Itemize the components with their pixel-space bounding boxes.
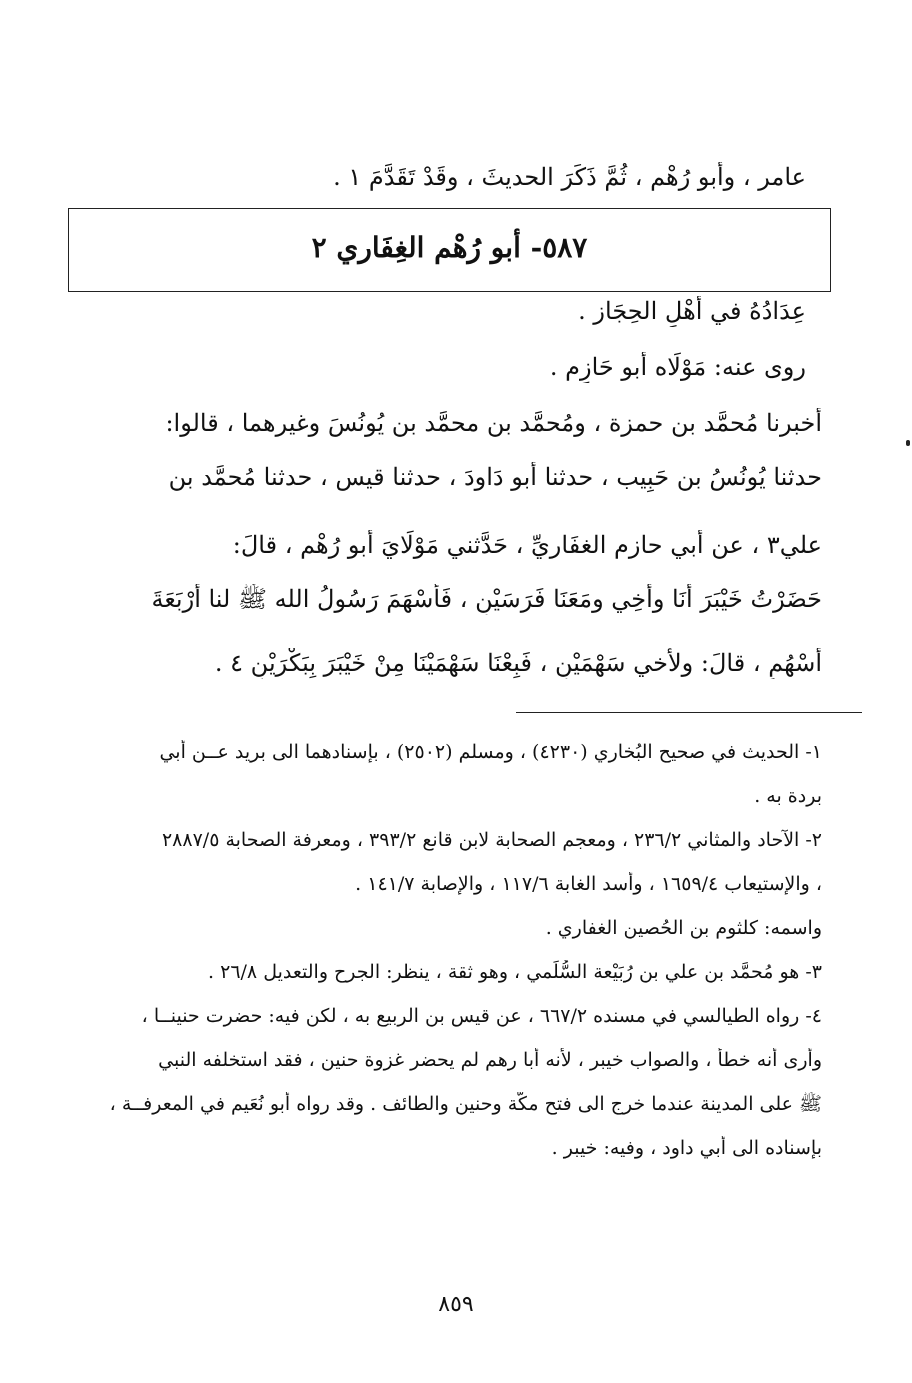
- body-line: أخبرنا مُحمَّد بن حمزة ، ومُحمَّد بن محمَّد بن يُونُسَ وغيرهما ، قالوا:: [165, 409, 822, 437]
- scan-mark: [906, 440, 910, 446]
- header-line: عامر ، وأبو رُهْم ، ثُمَّ ذَكَرَ الحديثَ ، وقَدْ تَقَدَّمَ ١ .: [333, 163, 806, 191]
- footnote-line: واسمه: كلثوم بن الحُصين الغفاري .: [545, 917, 822, 939]
- footnote-line: ٢- الآحاد والمثاني ٢٣٦/٢ ، ومعجم الصحابة لابن قانع ٣٩٣/٢ ، ومعرفة الصحابة ٢٨٨٧/٥: [161, 829, 822, 851]
- footnote-line: ٤- رواه الطيالسي في مسنده ٦٦٧/٢ ، عن قيس بن الربيع به ، لكن فيه: حضرت حنينــا ،: [141, 1005, 822, 1027]
- page-number: ٨٥٩: [438, 1292, 474, 1317]
- footnote-line: بردة به .: [754, 785, 822, 807]
- body-line: حدثنا يُونُسُ بن حَبِيب ، حدثنا أبو دَاودَ ، حدثنا قيس ، حدثنا مُحمَّد بن: [168, 463, 822, 491]
- footnote-line: ﷺ على المدينة عندما خرج الى فتح مكّة وحنين والطائف . وقد رواه أبو نُعَيم في المعرفــة ،: [109, 1093, 822, 1115]
- entry-title-box: [68, 208, 831, 292]
- footnote-separator: [516, 712, 862, 713]
- footnote-line: ٣- هو مُحمَّد بن علي بن رُبَيْعة السُّلَمي ، وهو ثقة ، ينظر: الجرح والتعديل ٢٦/٨ .: [208, 961, 822, 983]
- body-line: روى عنه: مَوْلَاه أبو حَازِم .: [549, 353, 806, 381]
- entry-title: ٥٨٧- أبو رُهْم الغِفَاري ٢: [311, 231, 588, 264]
- footnote-line: بإسناده الى أبي داود ، وفيه: خيبر .: [551, 1137, 822, 1159]
- body-line: حَضَرْتُ خَيْبَرَ أَنَا وأَخِي ومَعَنَا فَرَسَيْنِ ، فَأَسْهَمَ رَسُولُ الله ﷺ لنا أَرْبَعَةَ: [151, 585, 822, 613]
- body-line: عِدَادُهُ في أَهْلِ الحِجَاز .: [578, 297, 806, 325]
- footnote-line: ١- الحديث في صحيح البُخاري (٤٢٣٠) ، ومسلم (٢٥٠٢) ، بإسنادهما الى بريد عــن أبي: [159, 741, 822, 763]
- footnote-line: ، والإستيعاب ١٦٥٩/٤ ، وأسد الغابة ١١٧/٦ ، والإصابة ١٤١/٧ .: [355, 873, 822, 895]
- footnote-line: وأرى أنه خطأ ، والصواب خيبر ، لأنه أبا رهم لم يحضر غزوة حنين ، فقد استخلفه النبي: [158, 1049, 822, 1071]
- body-line: علي٣ ، عن أبي حازم الغفَاريِّ ، حَدَّثني مَوْلَايَ أبو رُهْم ، قالَ:: [232, 531, 822, 559]
- body-line: أَسْهُمٍ ، قالَ: ولأخي سَهْمَيْنِ ، فَبِعْنَا سَهْمَيْنَا مِنْ خَيْبَرَ بِبَكْرَيْنِ ٤ .: [214, 649, 822, 677]
